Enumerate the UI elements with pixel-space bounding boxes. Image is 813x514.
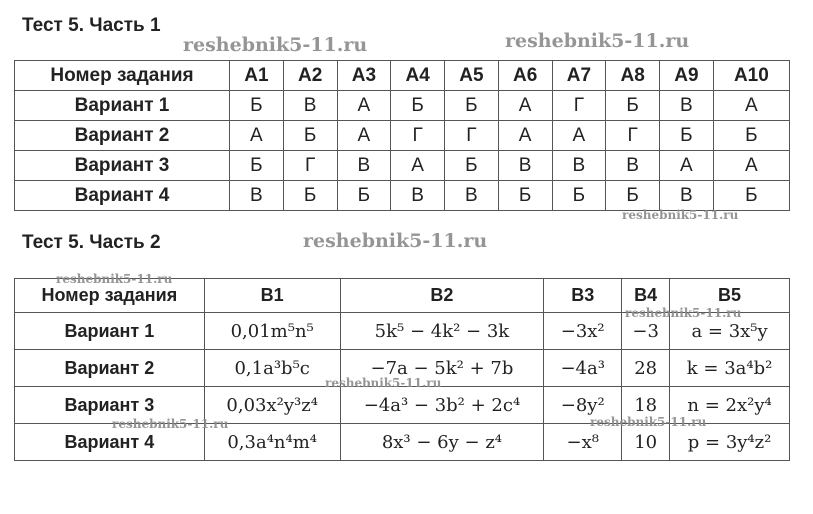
column-header: Номер задания [15, 61, 230, 91]
answer-cell: 0,01m⁵n⁵ [204, 313, 340, 350]
row-label: Вариант 4 [15, 181, 230, 211]
row-label: Вариант 2 [15, 121, 230, 151]
table-row [15, 91, 790, 121]
watermark: reshebnik5-11.ru [590, 415, 707, 429]
answer-cell: А [713, 151, 789, 181]
answer-cell: 18 [622, 387, 670, 424]
answer-cell: −4a³ [544, 350, 622, 387]
watermark: reshebnik5-11.ru [183, 34, 368, 56]
answer-cell: −x⁸ [544, 424, 622, 461]
answer-cell: 5k⁵ − 4k² − 3k [340, 313, 544, 350]
answer-cell: Б [445, 91, 499, 121]
answer-cell: Б [660, 121, 714, 151]
answer-cell: 28 [622, 350, 670, 387]
answer-cell: Б [713, 181, 789, 211]
column-header: A2 [283, 61, 337, 91]
watermark: reshebnik5-11.ru [625, 306, 742, 320]
answer-cell: Г [445, 121, 499, 151]
answer-cell: 0,1a³b⁵c [204, 350, 340, 387]
row-label: Вариант 3 [15, 151, 230, 181]
part1-header-row [15, 61, 790, 91]
column-header: A1 [230, 61, 284, 91]
answer-cell: 10 [622, 424, 670, 461]
column-header: A9 [660, 61, 714, 91]
answer-cell: −7a − 5k² + 7b [340, 350, 544, 387]
answer-cell: А [660, 151, 714, 181]
answer-cell: Б [283, 121, 337, 151]
row-label: Вариант 1 [15, 91, 230, 121]
answer-cell: Б [230, 91, 284, 121]
column-header: B3 [544, 279, 622, 313]
answer-cell: В [660, 91, 714, 121]
answer-cell: В [606, 151, 660, 181]
column-header: A4 [391, 61, 445, 91]
answer-cell: Г [552, 91, 606, 121]
column-header: A10 [713, 61, 789, 91]
answer-cell: 0,3a⁴n⁴m⁴ [204, 424, 340, 461]
answer-cell: Б [713, 121, 789, 151]
column-header: Номер задания [15, 279, 205, 313]
answer-cell: А [391, 151, 445, 181]
answer-cell: −3x² [544, 313, 622, 350]
answer-cell: В [445, 181, 499, 211]
watermark: reshebnik5-11.ru [303, 230, 488, 252]
column-header: A8 [606, 61, 660, 91]
answer-cell: a = 3x⁵y [670, 313, 790, 350]
row-label: Вариант 3 [15, 387, 205, 424]
watermark: reshebnik5-11.ru [505, 30, 690, 52]
answer-cell: В [660, 181, 714, 211]
part1-title: Тест 5. Часть 1 [22, 15, 161, 36]
answer-cell: Б [337, 181, 391, 211]
watermark: reshebnik5-11.ru [112, 417, 229, 431]
column-header: A7 [552, 61, 606, 91]
answer-cell: А [713, 91, 789, 121]
answer-cell: В [552, 151, 606, 181]
answer-cell: −8y² [544, 387, 622, 424]
column-header: A5 [445, 61, 499, 91]
answer-cell: А [552, 121, 606, 151]
answer-cell: −3 [622, 313, 670, 350]
answer-cell: Б [498, 181, 552, 211]
answer-cell: В [391, 181, 445, 211]
answer-cell: Б [606, 181, 660, 211]
answer-cell: В [230, 181, 284, 211]
answer-cell: p = 3y⁴z² [670, 424, 790, 461]
answer-cell: А [337, 121, 391, 151]
column-header: B4 [622, 279, 670, 313]
answer-cell: А [337, 91, 391, 121]
column-header: A6 [498, 61, 552, 91]
answer-cell: Г [391, 121, 445, 151]
answer-cell: −4a³ − 3b² + 2c⁴ [340, 387, 544, 424]
answer-cell: Г [606, 121, 660, 151]
answer-cell: 0,03x²y³z⁴ [204, 387, 340, 424]
column-header: B2 [340, 279, 544, 313]
answer-cell: 8x³ − 6y − z⁴ [340, 424, 544, 461]
answer-cell: В [283, 91, 337, 121]
answer-cell: В [337, 151, 391, 181]
watermark: reshebnik5-11.ru [56, 272, 173, 286]
answer-cell: Б [445, 151, 499, 181]
part1-answer-table [14, 60, 790, 211]
answer-cell: Б [552, 181, 606, 211]
table-row [15, 121, 790, 151]
watermark: reshebnik5-11.ru [325, 376, 442, 390]
table-row [15, 181, 790, 211]
row-label: Вариант 1 [15, 313, 205, 350]
answer-cell: Б [283, 181, 337, 211]
column-header: A3 [337, 61, 391, 91]
watermark: reshebnik5-11.ru [622, 208, 739, 222]
answer-cell: Б [391, 91, 445, 121]
answer-cell: Б [606, 91, 660, 121]
answer-cell: Б [230, 151, 284, 181]
answer-cell: Г [283, 151, 337, 181]
answer-cell: А [498, 121, 552, 151]
answer-cell: А [498, 91, 552, 121]
row-label: Вариант 4 [15, 424, 205, 461]
column-header: B5 [670, 279, 790, 313]
answer-cell: А [230, 121, 284, 151]
answer-cell: В [498, 151, 552, 181]
answer-cell: n = 2x²y⁴ [670, 387, 790, 424]
column-header: B1 [204, 279, 340, 313]
part2-title: Тест 5. Часть 2 [22, 232, 161, 253]
row-label: Вариант 2 [15, 350, 205, 387]
table-row [15, 151, 790, 181]
answer-cell: k = 3a⁴b² [670, 350, 790, 387]
